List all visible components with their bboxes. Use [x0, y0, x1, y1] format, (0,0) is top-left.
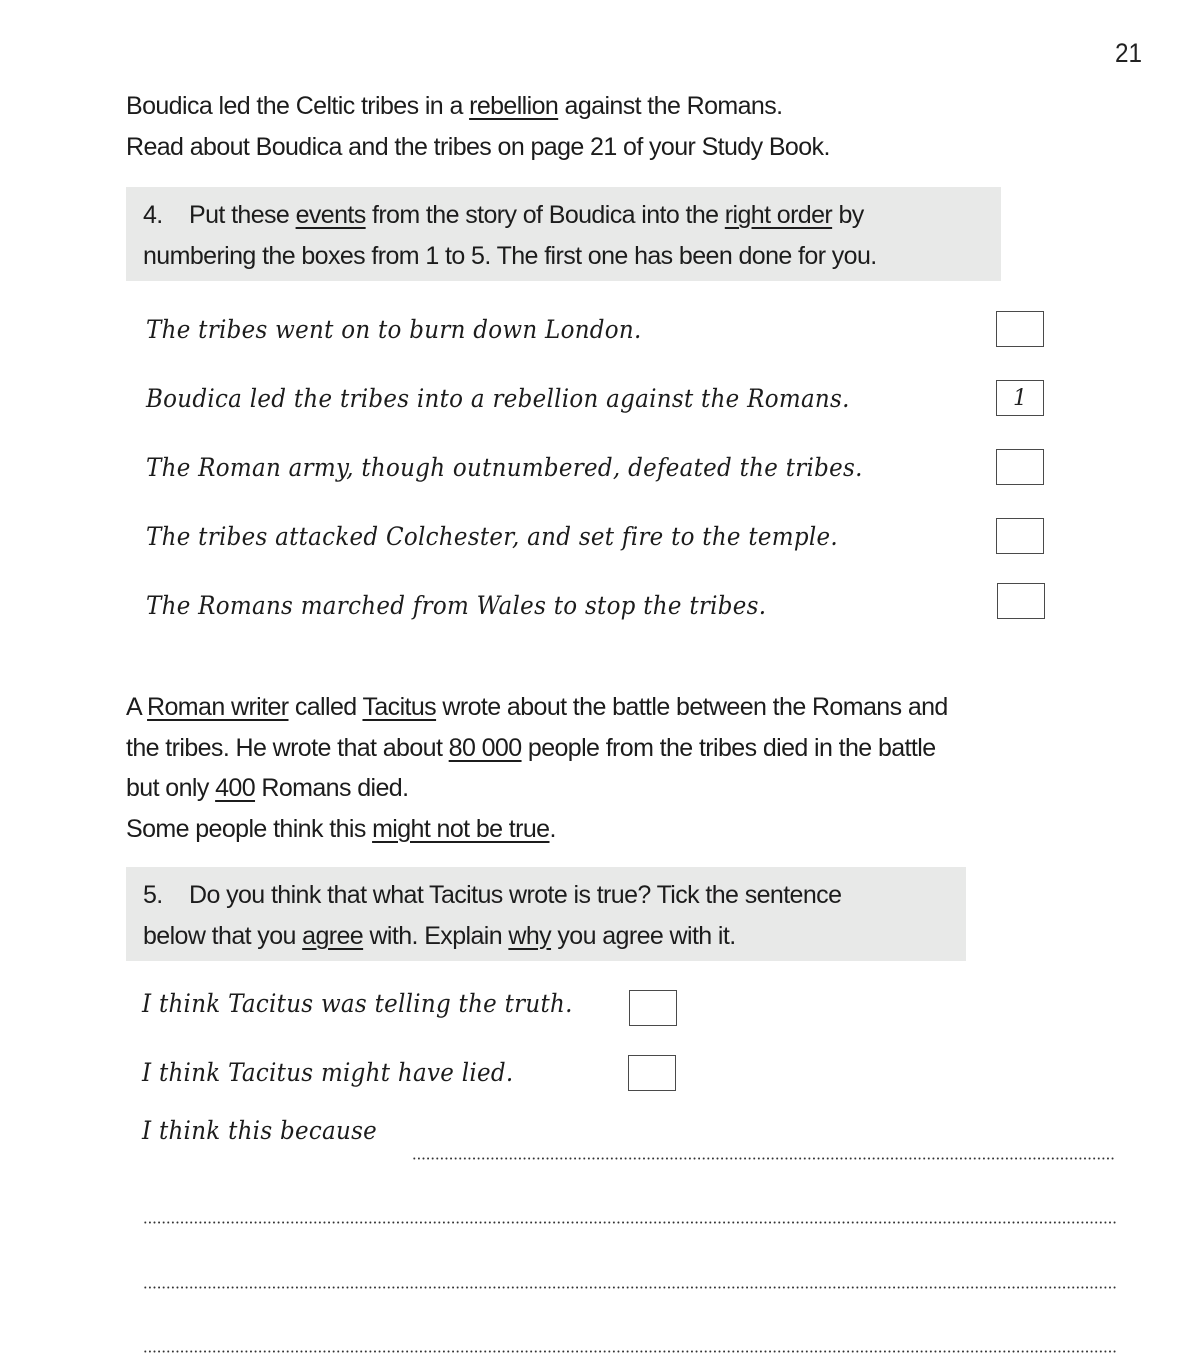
event-item [146, 516, 898, 556]
answer-line[interactable] [412, 1157, 1116, 1160]
intro-line-1: Boudica led the Celtic tribes in a rebellion against the Romans. [126, 92, 783, 120]
question-5-prompt: 5. Do you think that what Tacitus wrote is true? Tick the sentence below that you agree with. Explain why you agree with it. [126, 867, 966, 961]
tick-option [142, 983, 610, 1023]
event-item [146, 447, 925, 487]
intro-text [126, 86, 830, 167]
event-text: The Romans marched from Wales to stop the tribes. [146, 590, 767, 620]
event-text: The tribes went on to burn down London. [146, 314, 642, 344]
event-text: The Roman army, though outnumbered, defeated the tribes. [146, 452, 863, 482]
answer-line[interactable] [143, 1221, 1116, 1224]
order-answer-box[interactable] [996, 311, 1044, 347]
event-text: The tribes attacked Colchester, and set fire to the temple. [146, 521, 838, 551]
order-answer-box[interactable] [996, 518, 1044, 554]
question-number: 4. [143, 201, 163, 229]
event-item [146, 378, 911, 418]
underlined-term: rebellion [469, 92, 559, 120]
order-answer-box[interactable] [996, 449, 1044, 485]
answer-line[interactable] [143, 1286, 1116, 1289]
event-text: Boudica led the tribes into a rebellion against the Romans. [146, 383, 850, 413]
tick-option [142, 1052, 546, 1092]
order-answer-box[interactable] [997, 583, 1045, 619]
question-number: 5. [143, 881, 163, 909]
tick-checkbox[interactable] [629, 990, 677, 1026]
option-text: I think Tacitus might have lied. [142, 1057, 514, 1087]
intro-line-2: Read about Boudica and the tribes on page 21 of your Study Book. [126, 132, 830, 161]
tacitus-passage: A Roman writer called Tacitus wrote about the battle between the Romans and the tribes. He wrote that about 80 000 people from the tribes died in the battle but only 400 Romans died. Some people think this might not be true. [126, 693, 948, 843]
answer-line[interactable] [143, 1350, 1116, 1353]
tick-checkbox[interactable] [628, 1055, 676, 1091]
because-label: I think this because [142, 1116, 378, 1145]
event-item [146, 309, 685, 349]
page-number: 21 [1114, 38, 1142, 68]
option-text: I think Tacitus was telling the truth. [142, 988, 573, 1018]
order-answer-box[interactable]: 1 [996, 380, 1044, 416]
question-4-prompt: 4. Put these events from the story of Boudica into the right order by numbering the boxes from 1 to 5. The first one has been done for you. [126, 187, 1001, 281]
event-item [146, 585, 820, 625]
